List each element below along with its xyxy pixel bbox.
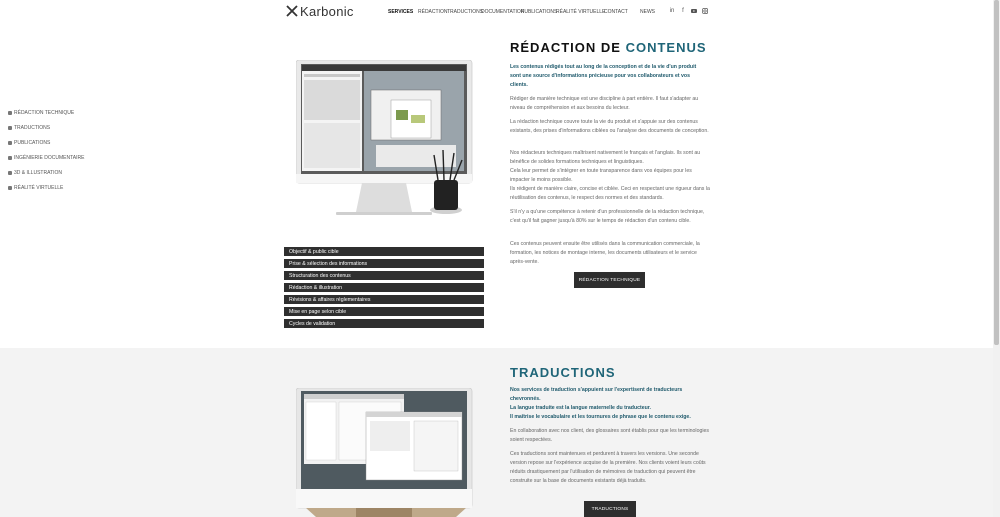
sidenav-item-publications[interactable] [8, 140, 50, 146]
service-tag [284, 295, 484, 304]
tag-label: Mise en page selon cible [289, 308, 347, 315]
scrollbar-thumb[interactable] [994, 0, 999, 345]
pen-icon [8, 111, 12, 115]
service-tag [284, 283, 484, 292]
redaction-title [510, 40, 707, 55]
nav-services[interactable]: SERVICES [388, 9, 414, 15]
nav-news[interactable]: NEWS [640, 9, 655, 15]
book-icon [8, 141, 12, 145]
service-tag [284, 271, 484, 280]
nav-publications[interactable]: PUBLICATIONS [521, 9, 558, 15]
social-links [669, 8, 708, 14]
logo[interactable] [286, 4, 354, 18]
instagram-icon[interactable] [702, 8, 708, 14]
traductions-lead: Nos services de traduction s'appuient sur l'expertisent de traducteurs chevronnés. La langue traduite est la langue maternelle du traducteur. Il maîtrise le vocabulaire et les tournures de phrase que le contenu exige. [510, 387, 691, 420]
sidenav-label: TRADUCTIONS [14, 125, 51, 131]
service-tag [284, 319, 484, 328]
nav-redaction[interactable]: RÉDACTION [418, 9, 448, 15]
traductions-imac-image [296, 388, 476, 517]
traductions-button[interactable]: TRADUCTIONS [584, 501, 636, 517]
youtube-icon[interactable] [691, 8, 697, 14]
translate-icon [8, 126, 12, 130]
nav-realite-virtuelle[interactable]: RÉALITÉ VIRTUELLE [556, 9, 606, 15]
linkedin-icon[interactable]: in [669, 8, 675, 14]
sidenav-item-traductions[interactable] [8, 125, 50, 131]
traductions-paragraph: En collaboration avec nos client, des glossaires sont établis pour que les terminologies soient respectées. [510, 428, 709, 443]
sidenav-label: RÉDACTION TECHNIQUE [14, 110, 75, 116]
tag-label: Structuration des contenus [289, 272, 351, 279]
service-tag [284, 259, 484, 268]
traductions-paragraph: Ces traductions sont maintenues et perdurent à travers les versions. Une seconde version repose sur l'expérience acquise de la première. Nos clients voient leurs coûts réduits drastiquement par l'utilisation de mémoires de traduction qui peuvent être construite sur la base de documents existants déjà traduits. [510, 451, 706, 484]
redaction-title-part1: RÉDACTION DE [510, 40, 621, 55]
nav-documentation[interactable]: DOCUMENTATION [481, 9, 525, 15]
service-tag [284, 247, 484, 256]
sidenav-item-3d[interactable] [8, 170, 62, 176]
redaction-paragraph: S'il n'y a qu'une compétence à retenir d'un professionnelle de la rédaction technique, c'est qu'il fait gagner jusqu'à 80% sur le temps de rédaction d'un contenu cible. [510, 209, 705, 224]
sidenav-label: 3D & ILLUSTRATION [14, 170, 62, 176]
site-header [0, 0, 993, 24]
karbonic-x-icon [286, 5, 298, 17]
traductions-section [0, 348, 993, 517]
redaction-paragraph: Rédiger de manière technique est une discipline à part entière. Il faut s'adapter au niveau de compréhension et aux besoins du lecteur. [510, 96, 699, 111]
sidenav-item-vr[interactable] [8, 185, 63, 191]
sidenav-label: PUBLICATIONS [14, 140, 51, 146]
logo-text: Karbonic [300, 3, 354, 19]
nav-traductions[interactable]: TRADUCTIONS [447, 9, 484, 15]
vr-icon [8, 186, 12, 190]
sidenav-label: RÉALITÉ VIRTUELLE [14, 185, 64, 191]
tag-label: Révisions & affaires réglementaires [289, 296, 371, 303]
nav-contact[interactable]: CONTACT [604, 9, 628, 15]
tag-label: Objectif & public cible [289, 248, 339, 255]
tag-label: Cycles de validation [289, 320, 336, 327]
image-icon [8, 171, 12, 175]
redaction-title-accent: CONTENUS [625, 40, 707, 55]
facebook-icon[interactable]: f [682, 8, 684, 14]
traductions-title: TRADUCTIONS [510, 365, 616, 380]
redaction-paragraph: Ces contenus peuvent ensuite être utilisés dans la communication commerciale, la formation, les notices de montage interne, les documents utilisateurs et le service après-vente. [510, 241, 700, 265]
sidenav-item-ingenierie[interactable] [8, 155, 84, 161]
redaction-paragraph: Nos rédacteurs techniques maîtrisent nativement le français et l'anglais. Ils sont au bénéfice de solides formations techniques et linguistiques. Cela leur permet de s'intégrer en toute transparence dans vos équipes pour les impacter le moins possible. Ils rédigent de manière claire, concise et ciblée. Ceci en respectant une rigueur dans la réutilisation des contenus, le respect des normes et des standards. [510, 150, 710, 201]
redaction-technique-button[interactable]: RÉDACTION TECHNIQUE [574, 272, 645, 288]
redaction-paragraph: La rédaction technique couvre toute la vie du produit et s'appuie sur des contenus existants, des prises d'informations ciblées ou l'analyse des documents de conception. [510, 119, 709, 134]
tag-label: Prise & sélection des informations [289, 260, 368, 267]
sidenav-label: INGÉNIERIE DOCUMENTAIRE [14, 155, 85, 161]
redaction-imac-image [296, 60, 476, 227]
redaction-lead: Les contenus rédigés tout au long de la conception et de la vie d'un produit sont une source d'informations précieuse pour vos collaborateurs et vos clients. [510, 64, 697, 88]
gear-icon [8, 156, 12, 160]
sidenav-item-redaction[interactable] [8, 110, 74, 116]
tag-label: Rédaction & illustration [289, 284, 343, 291]
service-tag [284, 307, 484, 316]
